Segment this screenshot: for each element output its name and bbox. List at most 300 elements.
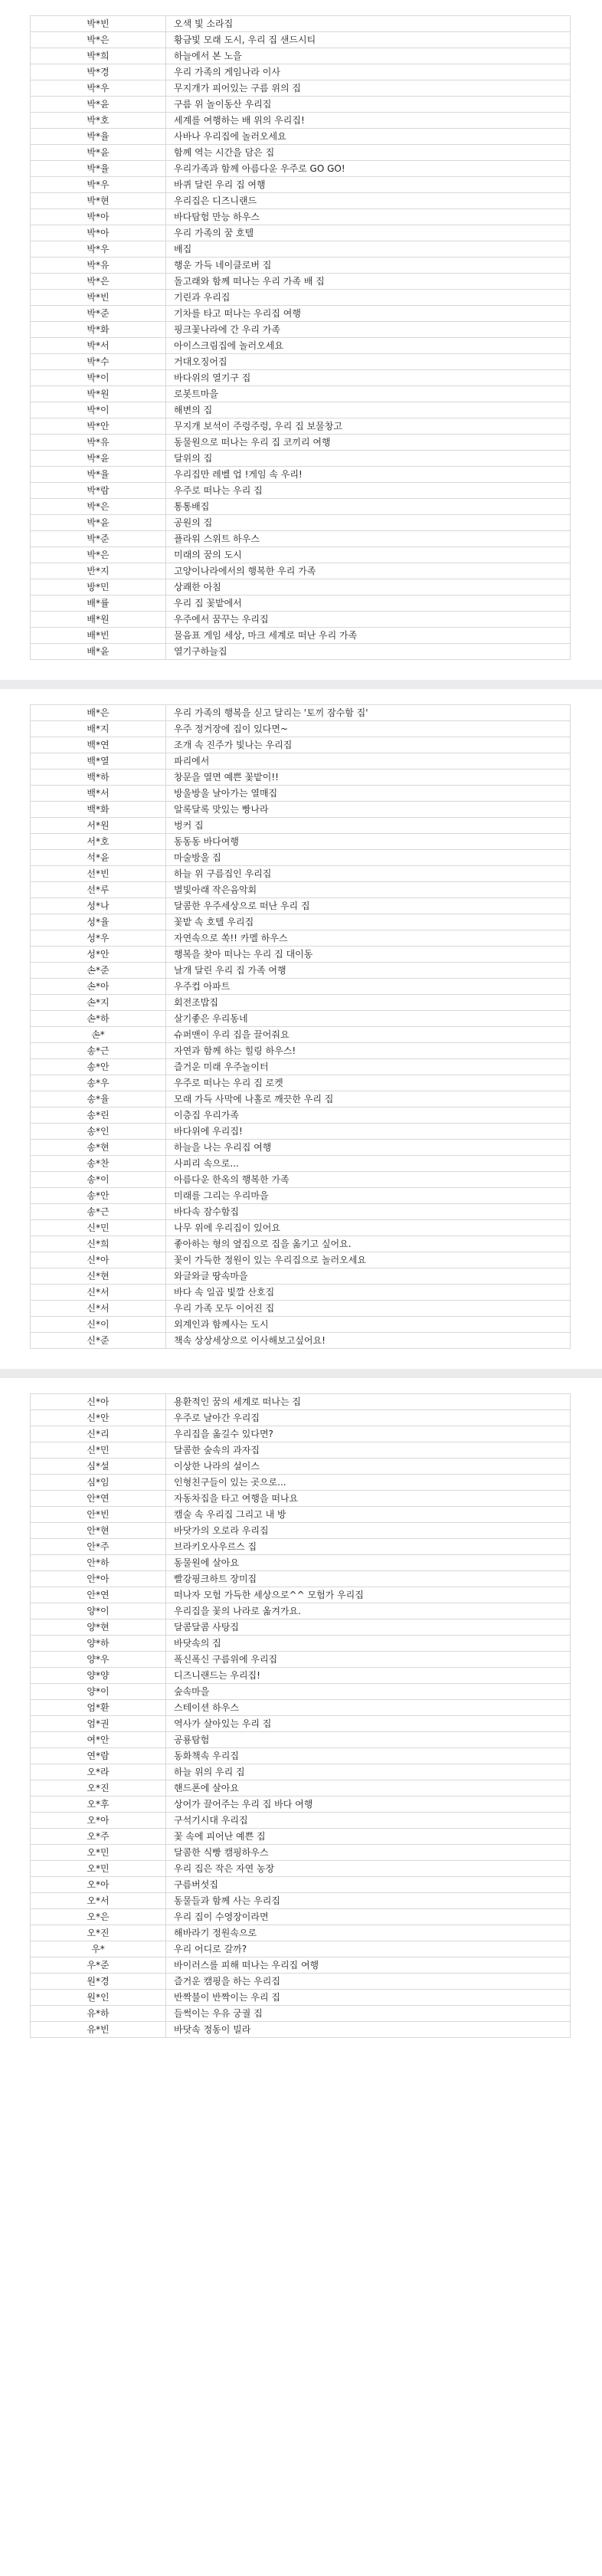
entry-title: 숲속마을 [166,1684,571,1700]
table-row [31,2022,571,2038]
entry-title: 핑크꽃나라에 간 우리 가족 [166,322,571,338]
table-row [31,1108,571,1124]
participant-name: 손*지 [31,995,166,1011]
participant-name: 박*준 [31,306,166,322]
table-row [31,1829,571,1845]
table-row [31,1204,571,1220]
entry-title: 행운 가득 네이클로버 집 [166,258,571,274]
participant-name: 송*인 [31,1124,166,1140]
entry-title: 미래의 꿈의 도시 [166,547,571,563]
table-row [31,418,571,435]
participant-name: 배*지 [31,721,166,737]
table-row [31,145,571,161]
entry-title: 우리집은 디즈니랜드 [166,193,571,209]
participant-name: 우* [31,1941,166,1957]
participant-name: 송*근 [31,1204,166,1220]
participant-name: 유*하 [31,2006,166,2022]
participant-name: 박*아 [31,225,166,241]
table-row [31,48,571,64]
entry-title: 바닷속 정동이 빌라 [166,2022,571,2038]
participant-name: 박*호 [31,113,166,129]
entry-title: 우리 가족의 행복을 싣고 달리는 '토끼 잠수함 집' [166,705,571,721]
table-row [31,1220,571,1236]
entry-title: 동동동 바다여행 [166,834,571,850]
participant-name: 성*안 [31,947,166,963]
participant-name: 박*현 [31,193,166,209]
participant-name: 손*하 [31,1011,166,1027]
table-row [31,1909,571,1925]
section-divider [0,1369,602,1378]
participant-name: 송*율 [31,1091,166,1108]
table-row [31,64,571,80]
entry-title: 우리집만 레벨 업 !게임 속 우리! [166,467,571,483]
entry-title: 아름다운 한옥의 행복한 가족 [166,1172,571,1188]
table-row [31,1140,571,1156]
participant-name: 박*윤 [31,451,166,467]
table-row [31,1652,571,1668]
entry-title: 배집 [166,241,571,258]
entry-title: 나무 위에 우리집이 있어요 [166,1220,571,1236]
table-row [31,818,571,834]
participant-name: 박*은 [31,499,166,515]
entry-title: 역사가 살아있는 우리 집 [166,1716,571,1732]
entry-title: 바다 속 일곱 빛깔 산호집 [166,1285,571,1301]
entry-section [0,0,602,660]
table-row [31,1990,571,2006]
participant-name: 박*안 [31,418,166,435]
entry-title: 별빛아래 작은음악회 [166,882,571,898]
table-row [31,1236,571,1252]
table-row [31,547,571,563]
table-row [31,1075,571,1091]
participant-name: 원*인 [31,1990,166,2006]
participant-name: 박*은 [31,274,166,290]
table-row [31,802,571,818]
table-row [31,32,571,48]
table-row [31,1188,571,1204]
participant-name: 송*이 [31,1172,166,1188]
table-row [31,1668,571,1684]
entry-title: 우리집을 옮길수 있다면? [166,1426,571,1442]
participant-name: 안*현 [31,1523,166,1539]
entry-title: 핸드폰에 살아요 [166,1780,571,1797]
table-row [31,1475,571,1491]
table-row [31,274,571,290]
participant-name: 배*빈 [31,628,166,644]
entry-title: 우리 가족 모두 이어진 집 [166,1301,571,1317]
participant-name: 백*열 [31,753,166,770]
entry-title: 와글와글 땅속마을 [166,1268,571,1285]
participant-name: 양*현 [31,1619,166,1636]
table-row [31,80,571,97]
entry-title: 세계를 여행하는 배 위의 우리집! [166,113,571,129]
table-row [31,1011,571,1027]
entry-title: 살기좋은 우리동네 [166,1011,571,1027]
entry-title: 조개 속 진주가 빛나는 우리집 [166,737,571,753]
participant-name: 박*은 [31,547,166,563]
entry-title: 달콤달콤 사탕집 [166,1619,571,1636]
entry-title: 우리 어디로 갈까? [166,1941,571,1957]
entry-title: 행복을 찾아 떠나는 우리 집 대이동 [166,947,571,963]
table-row [31,1941,571,1957]
entry-title: 하늘에서 본 노을 [166,48,571,64]
table-row [31,1285,571,1301]
entry-title: 미래를 그리는 우리마을 [166,1188,571,1204]
participant-name: 여*안 [31,1732,166,1748]
entry-title: 우리 집은 작은 자연 농장 [166,1861,571,1877]
participant-name: 안*아 [31,1571,166,1587]
entry-title: 캠술 속 우리집 그리고 내 방 [166,1507,571,1523]
participant-name: 배*률 [31,596,166,612]
entry-title: 해변의 집 [166,402,571,418]
table-row [31,129,571,145]
table-row [31,1491,571,1507]
participant-name: 신*희 [31,1236,166,1252]
entry-title: 디즈니랜드는 우리집! [166,1668,571,1684]
table-row [31,258,571,274]
table-row [31,1410,571,1426]
participant-name: 오*은 [31,1909,166,1925]
table-row [31,705,571,721]
participant-name: 신*서 [31,1301,166,1317]
table-row [31,1394,571,1410]
entry-title: 상쾌한 아침 [166,579,571,596]
participant-name: 박*화 [31,322,166,338]
entry-title: 들썩이는 우유 궁궐 집 [166,2006,571,2022]
table-row [31,1555,571,1571]
table-row [31,97,571,113]
entry-title: 달콤한 식빵 캠핑하우스 [166,1845,571,1861]
entry-title: 기차를 타고 떠나는 우리집 여행 [166,306,571,322]
entry-title: 동물원으로 떠나는 우리 집 코끼리 여행 [166,435,571,451]
participant-name: 송*안 [31,1059,166,1075]
participant-name: 안*하 [31,1555,166,1571]
entry-title: 반짝불이 반짝이는 우리 집 [166,1990,571,2006]
table-row [31,338,571,354]
entry-title: 바다위에 우리집! [166,1124,571,1140]
participant-name: 손* [31,1027,166,1043]
entry-title: 우주 정거장에 집이 있다면~ [166,721,571,737]
entry-title: 자연과 함께 하는 힐링 하우스! [166,1043,571,1059]
table-row [31,1716,571,1732]
table-row [31,499,571,515]
participant-name: 박*아 [31,209,166,225]
table-row [31,451,571,467]
participant-name: 신*아 [31,1252,166,1268]
table-row [31,963,571,979]
entry-title: 브라키오사우르스 집 [166,1539,571,1555]
entry-table [30,704,571,1349]
entry-title: 방울방울 날아가는 열매집 [166,786,571,802]
participant-name: 엄*환 [31,1700,166,1716]
participant-name: 유*빈 [31,2022,166,2038]
entry-title: 이상한 나라의 설이스 [166,1459,571,1475]
table-row [31,435,571,451]
table-row [31,354,571,370]
entry-title: 고양이나라에서의 행복한 우리 가족 [166,563,571,579]
participant-name: 오*민 [31,1845,166,1861]
participant-name: 손*아 [31,979,166,995]
entry-title: 즐거운 캠핑을 하는 우리집 [166,1974,571,1990]
entry-title: 함께 역는 시간을 담은 집 [166,145,571,161]
table-row [31,612,571,628]
table-row [31,386,571,402]
table-row [31,1172,571,1188]
table-row [31,1845,571,1861]
entry-title: 상어가 끌어주는 우리 집 바다 여행 [166,1797,571,1813]
participant-name: 박*희 [31,48,166,64]
participant-name: 방*민 [31,579,166,596]
table-row [31,1156,571,1172]
table-row [31,2006,571,2022]
participant-name: 신*민 [31,1220,166,1236]
entry-section [0,1378,602,2038]
entry-title: 구석기시대 우리집 [166,1813,571,1829]
entry-title: 구름버섯집 [166,1877,571,1893]
entry-title: 모래 가득 사막에 나홀로 깨끗한 우리 집 [166,1091,571,1108]
entry-title: 기린과 우리집 [166,290,571,306]
participant-name: 오*주 [31,1829,166,1845]
entry-title: 떠나자 모험 가득한 세상으로^^ 모험가 우리집 [166,1587,571,1603]
entry-title: 빨강핑크하트 장미집 [166,1571,571,1587]
participant-name: 송*린 [31,1108,166,1124]
participant-name: 오*진 [31,1780,166,1797]
participant-name: 양*하 [31,1636,166,1652]
entry-title: 이층집 우리가족 [166,1108,571,1124]
entry-title: 바다위의 열기구 집 [166,370,571,386]
table-row [31,1317,571,1333]
table-row [31,882,571,898]
table-row [31,1539,571,1555]
participant-name: 박*준 [31,531,166,547]
participant-name: 성*나 [31,898,166,914]
participant-name: 박*윤 [31,515,166,531]
table-row [31,1684,571,1700]
table-row [31,1619,571,1636]
participant-name: 심*임 [31,1475,166,1491]
table-row [31,1059,571,1075]
participant-name: 박*우 [31,80,166,97]
table-row [31,1426,571,1442]
entry-title: 알록달록 맛있는 빵나라 [166,802,571,818]
participant-name: 백*서 [31,786,166,802]
table-row [31,1091,571,1108]
participant-name: 박*은 [31,32,166,48]
participant-name: 송*근 [31,1043,166,1059]
entry-title: 바퀴 달린 우리 집 여행 [166,177,571,193]
participant-name: 안*빈 [31,1507,166,1523]
participant-name: 박*우 [31,177,166,193]
table-row [31,161,571,177]
entry-title: 우리 집이 수영장이라면 [166,1909,571,1925]
participant-name: 백*하 [31,770,166,786]
table-row [31,563,571,579]
participant-name: 박*율 [31,161,166,177]
entry-title: 꽃이 가득한 정원이 있는 우리집으로 놀러오세요 [166,1252,571,1268]
participant-name: 선*루 [31,882,166,898]
table-row [31,370,571,386]
entry-title: 우주로 떠나는 우리 집 [166,483,571,499]
entry-title: 외계인과 함께사는 도시 [166,1317,571,1333]
table-row [31,1442,571,1459]
entry-title: 동물들과 함께 사는 우리집 [166,1893,571,1909]
entry-title: 거대오징어집 [166,354,571,370]
entry-table [30,1393,571,2038]
entry-title: 벙커 집 [166,818,571,834]
participant-name: 박*경 [31,64,166,80]
entry-title: 바이러스를 피해 떠나는 우리집 여행 [166,1957,571,1974]
participant-name: 백*화 [31,802,166,818]
entry-title: 자연속으로 쏙!! 카멜 하우스 [166,930,571,947]
entry-title: 날개 달린 우리 집 가족 여행 [166,963,571,979]
participant-name: 신*이 [31,1317,166,1333]
participant-name: 박*유 [31,435,166,451]
participant-name: 박*람 [31,483,166,499]
entry-title: 우주컵 아파트 [166,979,571,995]
participant-name: 송*안 [31,1188,166,1204]
table-row [31,1877,571,1893]
table-row [31,306,571,322]
entry-title: 우리 가족의 게임나라 이사 [166,64,571,80]
entry-title: 인형친구들이 있는 곳으로... [166,1475,571,1491]
entry-title: 회전조밥집 [166,995,571,1011]
entry-title: 무지개가 피어있는 구름 위의 집 [166,80,571,97]
table-row [31,786,571,802]
entry-title: 구름 위 놀이동산 우리집 [166,97,571,113]
participant-name: 심*설 [31,1459,166,1475]
table-row [31,1459,571,1475]
table-row [31,979,571,995]
entry-title: 플라워 스위트 하우스 [166,531,571,547]
table-row [31,947,571,963]
table-row [31,177,571,193]
participant-name: 신*현 [31,1268,166,1285]
participant-name: 송*찬 [31,1156,166,1172]
table-row [31,1813,571,1829]
participant-name: 성*우 [31,930,166,947]
entry-title: 바닷가의 오로라 우리집 [166,1523,571,1539]
entry-title: 용환적인 꿈의 세계로 떠나는 집 [166,1394,571,1410]
table-row [31,1797,571,1813]
table-row [31,193,571,209]
participant-name: 신*리 [31,1426,166,1442]
participant-name: 양*이 [31,1603,166,1619]
entry-title: 바다속 잠수함집 [166,1204,571,1220]
entry-title: 달위의 집 [166,451,571,467]
table-row [31,644,571,660]
table-row [31,515,571,531]
table-row [31,1301,571,1317]
participant-name: 양*우 [31,1652,166,1668]
participant-name: 배*은 [31,705,166,721]
entry-title: 우리가족과 함께 아름다운 우주로 GO GO! [166,161,571,177]
table-row [31,1957,571,1974]
table-row [31,753,571,770]
entry-title: 황금빛 모래 도시, 우리 집 샌드시티 [166,32,571,48]
entry-title: 달콤한 우주세상으로 떠난 우리 집 [166,898,571,914]
entry-title: 공원의 집 [166,515,571,531]
table-row [31,1043,571,1059]
participant-name: 안*주 [31,1539,166,1555]
table-row [31,1027,571,1043]
participant-name: 손*준 [31,963,166,979]
entry-title: 우리집을 꽃의 나라로 옮겨가요. [166,1603,571,1619]
entry-title: 무지개 보석이 주렁주렁, 우리 집 보물창고 [166,418,571,435]
entry-title: 바다탐험 만능 하우스 [166,209,571,225]
table-row [31,628,571,644]
table-row [31,290,571,306]
participant-name: 박*서 [31,338,166,354]
table-row [31,995,571,1011]
participant-name: 박*이 [31,402,166,418]
table-row [31,914,571,930]
participant-name: 박*율 [31,129,166,145]
table-row [31,113,571,129]
entry-title: 해바라기 정원속으로 [166,1925,571,1941]
table-row [31,322,571,338]
table-row [31,1893,571,1909]
participant-name: 오*진 [31,1925,166,1941]
participant-name: 연*람 [31,1748,166,1764]
entry-title: 로봇트마을 [166,386,571,402]
entry-title: 꽃밭 속 호텔 우리집 [166,914,571,930]
entry-title: 돌고래와 함께 떠나는 우리 가족 배 집 [166,274,571,290]
table-row [31,1748,571,1764]
participant-name: 박*원 [31,386,166,402]
participant-name: 박*유 [31,258,166,274]
participant-name: 우*준 [31,1957,166,1974]
participant-name: 송*우 [31,1075,166,1091]
table-row [31,241,571,258]
table-row [31,770,571,786]
table-row [31,467,571,483]
participant-name: 석*윤 [31,850,166,866]
table-row [31,1732,571,1748]
participant-name: 반*지 [31,563,166,579]
entry-title: 자동차집을 타고 여행을 떠나요 [166,1491,571,1507]
entry-title: 우주로 떠나는 우리 집 로켓 [166,1075,571,1091]
entry-title: 창문을 열면 예쁜 꽃밭이!! [166,770,571,786]
entry-title: 우주에서 꿈꾸는 우리집 [166,612,571,628]
table-row [31,1507,571,1523]
table-row [31,930,571,947]
entry-title: 하늘을 나는 우리집 여행 [166,1140,571,1156]
participant-name: 오*후 [31,1797,166,1813]
table-row [31,1523,571,1539]
table-row [31,16,571,32]
participant-name: 배*윤 [31,644,166,660]
table-row [31,866,571,882]
table-row [31,1636,571,1652]
table-row [31,1571,571,1587]
section-divider [0,680,602,689]
table-row [31,1764,571,1780]
participant-name: 오*민 [31,1861,166,1877]
participant-name: 서*원 [31,818,166,834]
table-row [31,1252,571,1268]
table-row [31,596,571,612]
participant-name: 오*아 [31,1813,166,1829]
entry-title: 슈퍼맨이 우리 집을 끌어줘요 [166,1027,571,1043]
table-row [31,483,571,499]
table-row [31,1861,571,1877]
table-row [31,1333,571,1349]
entry-title: 사피리 속으로... [166,1156,571,1172]
participant-name: 신*아 [31,1394,166,1410]
participant-name: 신*서 [31,1285,166,1301]
entry-title: 동화책속 우리집 [166,1748,571,1764]
entry-title: 바닷속의 집 [166,1636,571,1652]
